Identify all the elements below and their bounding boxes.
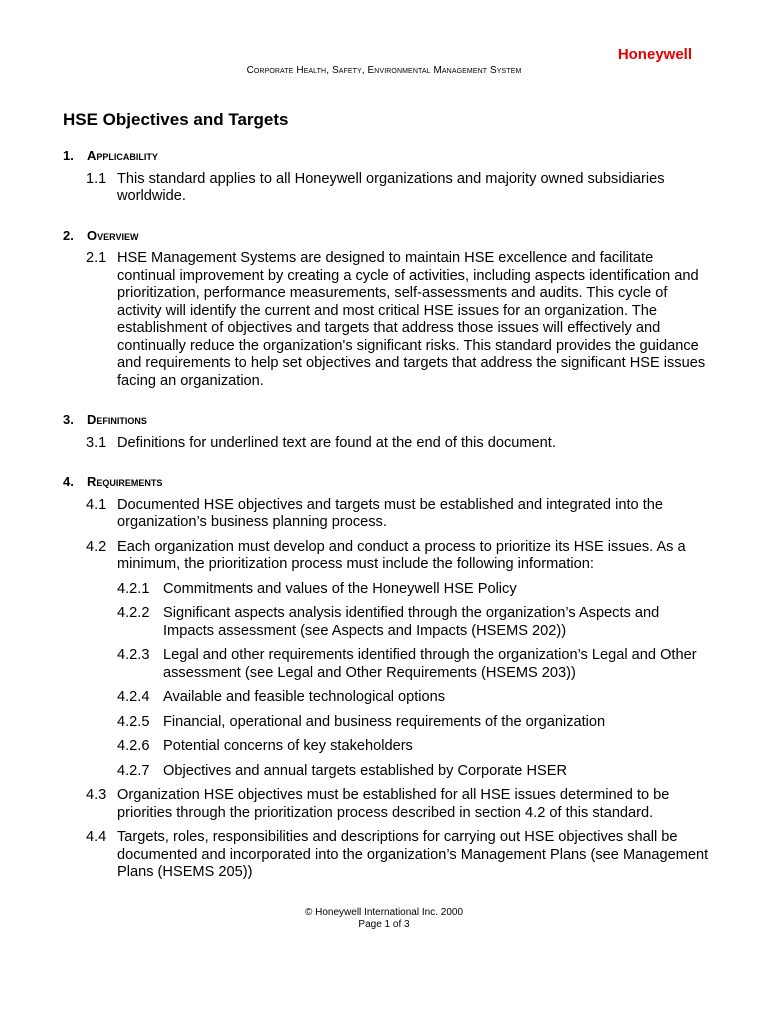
sub-list-item — [117, 738, 713, 756]
subitem-text: Objectives and annual targets established by Corporate HSER — [163, 762, 567, 779]
document-body — [63, 147, 713, 889]
item-text: Documented HSE objectives and targets must be established and integrated into the organization’s business planning process. — [117, 496, 663, 530]
subitem-text: Significant aspects analysis identified through the organization’s Aspects and Impacts assessment (see Aspects and Impacts (HSEMS 202)) — [163, 605, 660, 639]
copyright-text: © Honeywell International Inc. 2000 — [304, 907, 464, 918]
subitem-number: 4.2.5 — [117, 713, 150, 730]
subitem-number: 4.2.2 — [117, 605, 150, 621]
document-title: HSE Objectives and Targets — [63, 110, 289, 129]
section-number: 4. — [63, 474, 74, 489]
system-header: Corporate Health, Safety, Environmental Management System — [246, 65, 522, 76]
page-number: Page 1 of 3 — [358, 919, 410, 930]
list-item — [86, 435, 713, 453]
section-heading — [63, 147, 713, 165]
item-text: Organization HSE objectives must be established for all HSE issues determined to be priorities through the prioritization process described in section 4.2 of this standard. — [117, 787, 670, 821]
section-title: Definitions — [87, 412, 147, 427]
sub-list-item — [117, 689, 713, 707]
list-item — [86, 171, 713, 206]
item-number: 3.1 — [86, 434, 107, 451]
list-item — [86, 787, 713, 822]
subitem-text: Potential concerns of key stakeholders — [163, 738, 413, 754]
section-number: 2. — [63, 227, 74, 243]
section-heading — [63, 411, 713, 429]
list-item — [86, 539, 713, 574]
list-item — [86, 250, 713, 390]
section-heading — [63, 473, 713, 491]
section-title: Overview — [87, 227, 139, 243]
subitem-text: Commitments and values of the Honeywell HSE Policy — [163, 580, 517, 597]
item-number: 2.1 — [86, 250, 107, 266]
list-item — [86, 829, 713, 882]
list-item — [86, 497, 713, 532]
page-footer — [0, 907, 768, 931]
subitem-number: 4.2.1 — [117, 580, 150, 597]
item-text: Definitions for underlined text are found at the end of this document. — [117, 434, 556, 451]
section-title: Applicability — [87, 148, 158, 163]
subitem-number: 4.2.3 — [117, 647, 150, 663]
brand-logo: Honeywell — [617, 46, 692, 63]
subitem-number: 4.2.6 — [117, 738, 150, 754]
sub-list-item — [117, 605, 713, 640]
item-text: HSE Management Systems are designed to maintain HSE excellence and facilitate continual improvement by creating a cycle of activities, including aspects identification and prioritization, performance measurements, self-assessments and audits. This cycle of activity will identify the current and most critical HSE issues for an organization. The establishment of objectives and targets that address those issues will effectively and continually reduce the organization's significant risks. This standard provides the guidance and requirements to help set objectives and targets that address the significant HSE issues facing an organization. — [117, 250, 706, 389]
sub-list-item — [117, 763, 713, 781]
subitem-number: 4.2.7 — [117, 762, 150, 779]
item-number: 4.3 — [86, 787, 107, 803]
subitem-text: Financial, operational and business requirements of the organization — [163, 713, 606, 730]
item-number: 4.2 — [86, 538, 107, 555]
item-number: 1.1 — [86, 170, 107, 187]
sub-list-item — [117, 581, 713, 599]
item-number: 4.1 — [86, 496, 107, 513]
section-title: Requirements — [87, 474, 163, 489]
item-number: 4.4 — [86, 829, 107, 845]
sub-list-item — [117, 714, 713, 732]
subitem-number: 4.2.4 — [117, 689, 150, 705]
item-text: Targets, roles, responsibilities and descriptions for carrying out HSE objectives shall be documented and incorporated into the organization’s Management Plans (see Management Plans (HSEMS 205)) — [117, 829, 709, 880]
item-text: This standard applies to all Honeywell organizations and majority owned subsidiaries worldwide. — [117, 170, 665, 204]
item-text: Each organization must develop and conduct a process to prioritize its HSE issues. As a minimum, the prioritization process must include the following information: — [117, 538, 686, 572]
subitem-text: Legal and other requirements identified through the organization’s Legal and Other assessment (see Legal and Other Requirements (HSEMS 203)) — [163, 647, 697, 681]
section-number: 1. — [63, 148, 74, 163]
subitem-text: Available and feasible technological options — [163, 689, 446, 705]
sub-list-item — [117, 647, 713, 682]
section-number: 3. — [63, 412, 74, 427]
section-heading — [63, 227, 713, 245]
